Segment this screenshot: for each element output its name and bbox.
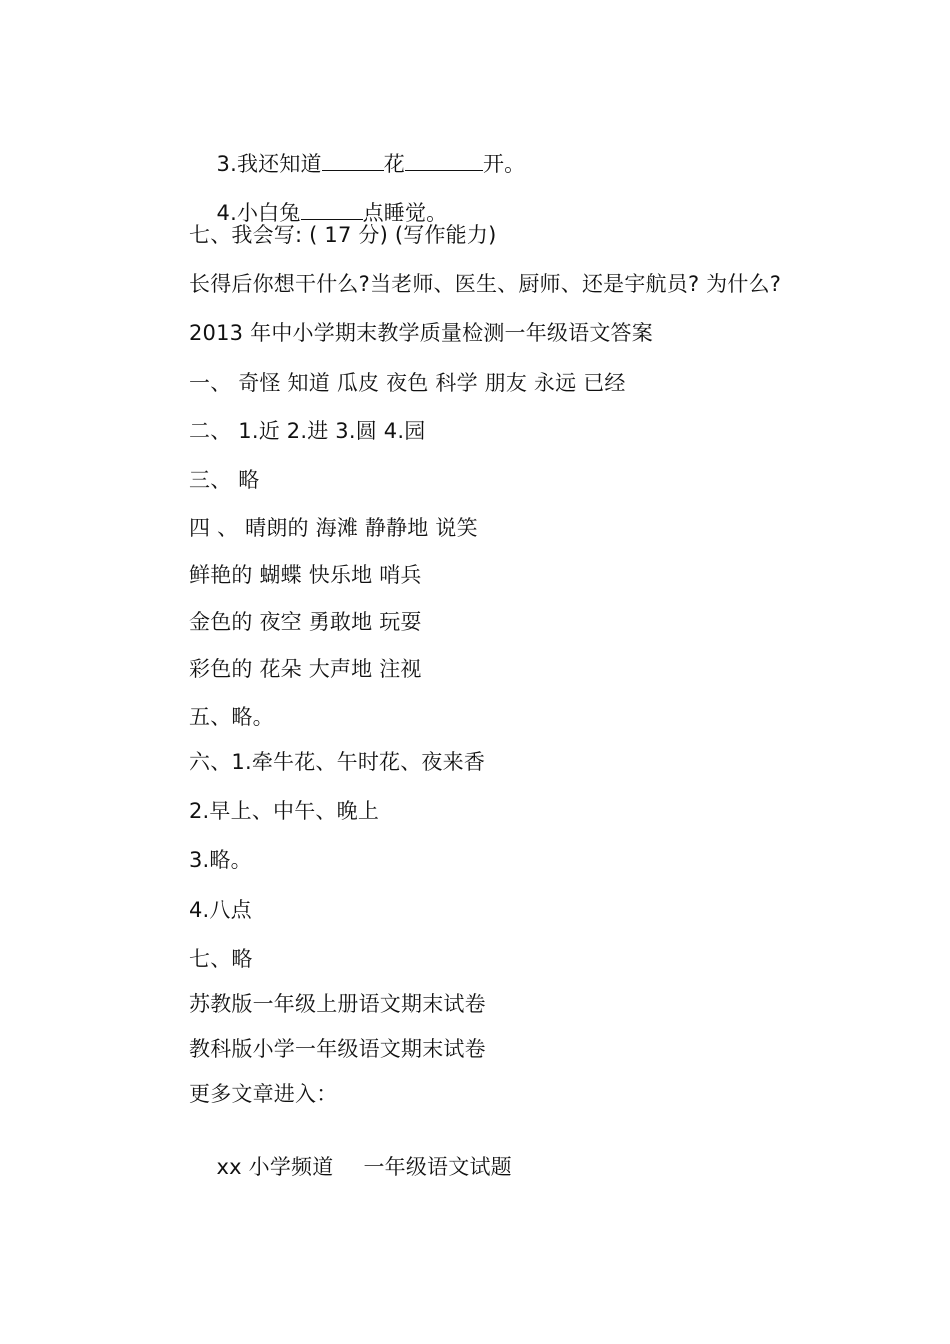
answer-section-4: 四 、 晴朗的 海滩 静静地 说笑: [189, 516, 478, 540]
question-3-text-middle: 花: [383, 152, 405, 176]
answer-section-2: 二、 1.近 2.进 3.圆 4.园: [189, 419, 426, 443]
channel-link[interactable]: xx 小学频道: [216, 1155, 334, 1179]
answer-section-1: 一、 奇怪 知道 瓜皮 夜色 科学 朋友 永远 已经: [189, 371, 626, 395]
answer-section-6-item-4: 4.八点: [189, 898, 252, 922]
question-4-text-end: 点睡觉。: [362, 201, 448, 225]
answer-blank: [301, 201, 363, 220]
more-articles-label: 更多文章进入：: [189, 1082, 338, 1106]
related-link-2[interactable]: 教科版小学一年级语文期末试卷: [189, 1037, 486, 1061]
question-4-text-start: 4.小白兔: [216, 201, 301, 225]
answer-section-7: 七、略: [189, 947, 253, 971]
answer-section-4-row-4: 彩色的 花朵 大声地 注视: [189, 657, 422, 681]
answer-section-6: 六、1.牵牛花、午时花、夜来香: [189, 750, 486, 774]
answer-blank: [405, 152, 483, 171]
answer-section-4-row-3: 金色的 夜空 勇敢地 玩耍: [189, 610, 422, 634]
question-3-text-end: 开。: [482, 152, 526, 176]
answer-key-title: 2013 年中小学期末教学质量检测一年级语文答案: [189, 321, 653, 345]
channel-links-row: [189, 1125, 512, 1209]
related-link-1[interactable]: 苏教版一年级上册语文期末试卷: [189, 992, 486, 1016]
answer-section-5: 五、略。: [189, 705, 274, 729]
question-3-text-start: 3.我还知道: [216, 152, 322, 176]
writing-prompt: 长得后你想干什么?当老师、医生、厨师、还是宇航员? 为什么?: [189, 272, 782, 296]
answer-section-4-row-2: 鲜艳的 蝴蝶 快乐地 哨兵: [189, 563, 422, 587]
answer-section-3: 三、 略: [189, 468, 260, 492]
answer-section-6-item-2: 2.早上、中午、晚上: [189, 799, 380, 823]
answer-section-6-item-3: 3.略。: [189, 848, 252, 872]
answer-blank: [322, 152, 384, 171]
category-link[interactable]: 一年级语文试题: [363, 1155, 512, 1179]
section-7-heading: 七、我会写: ( 17 分) (写作能力): [189, 223, 497, 247]
